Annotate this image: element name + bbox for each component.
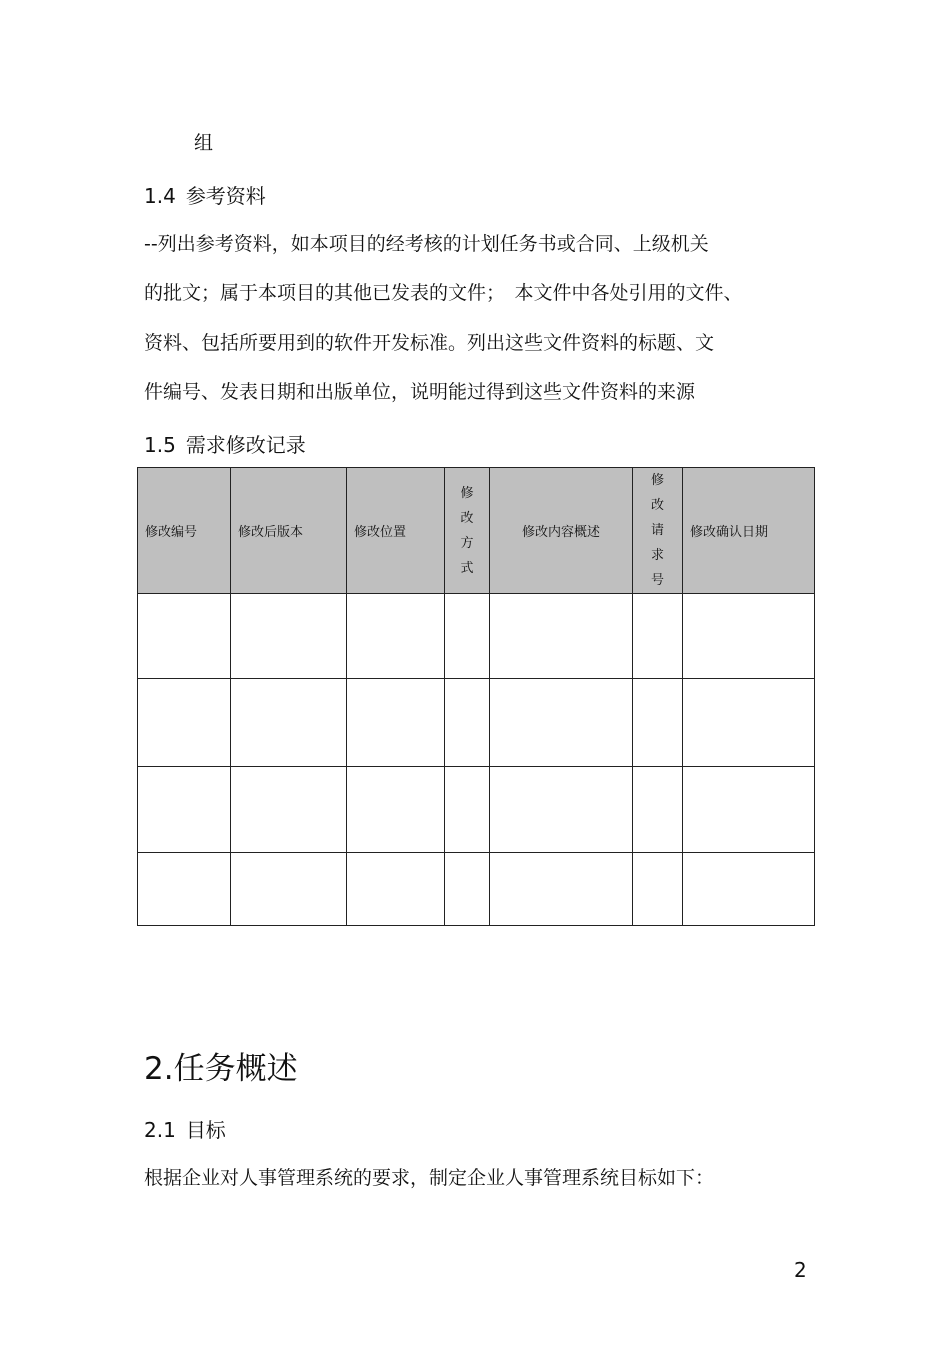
table-cell [347,767,445,853]
table-cell [347,679,445,767]
header-char: 方 [460,535,474,551]
header-char: 改 [650,498,664,513]
table-cell [490,853,633,926]
paragraph-line: 的批文；属于本项目的其他已发表的文件； 本文件中各处引用的文件、 [144,282,743,304]
paragraph-line: --列出参考资料，如本项目的经考核的计划任务书或合同、上级机关 [144,233,709,255]
continuation-text: 组 [194,132,214,154]
table-cell [347,853,445,926]
header-char: 修 [460,485,474,501]
table-cell [490,594,633,679]
col-header-version: 修改后版本 [231,468,347,594]
col-header-summary: 修改内容概述 [490,468,633,594]
section-2-1-heading [144,1114,226,1143]
section-title: 参考资料 [185,184,266,208]
table-cell [231,767,347,853]
table-cell [138,594,231,679]
table-cell [231,853,347,926]
table-row [138,679,815,767]
table-cell [683,853,815,926]
header-char: 请 [650,523,664,538]
header-char: 号 [650,573,664,588]
table-cell [683,679,815,767]
table-cell [231,679,347,767]
section-2-heading: 2.任务概述 [144,1051,298,1087]
header-char: 改 [460,510,474,526]
table-row [138,853,815,926]
header-char: 修 [650,473,664,488]
paragraph-line: 资料、包括所要用到的软件开发标准。列出这些文件资料的标题、文 [144,332,715,354]
col-header-method [445,468,490,594]
table-cell [347,594,445,679]
table-cell [490,767,633,853]
revision-table [137,467,815,926]
table-cell [445,853,490,926]
page-number: 2 [794,1258,807,1282]
header-char: 式 [460,560,474,576]
table-cell [138,679,231,767]
table-cell [445,767,490,853]
table-row [138,594,815,679]
table-row [138,767,815,853]
table-cell [138,767,231,853]
section-1-5-heading [144,429,306,458]
table-cell [633,679,683,767]
table-cell [138,853,231,926]
col-header-request-no [633,468,683,594]
section-title: 需求修改记录 [185,433,306,457]
col-header-position: 修改位置 [347,468,445,594]
table-cell [633,853,683,926]
col-header-change-no: 修改编号 [138,468,231,594]
header-char: 求 [650,548,664,563]
section-title: 目标 [185,1118,226,1142]
table-cell [633,594,683,679]
table-cell [633,767,683,853]
section-1-4-heading [144,180,266,209]
table-cell [683,594,815,679]
section-number: 1.5 [144,433,176,457]
table-header-row [138,468,815,594]
section-number: 1.4 [144,184,176,208]
table-cell [445,679,490,767]
table-cell [231,594,347,679]
col-header-confirm-date: 修改确认日期 [683,468,815,594]
section-number: 2.1 [144,1118,176,1142]
table-cell [445,594,490,679]
section-2-1-paragraph: 根据企业对人事管理系统的要求，制定企业人事管理系统目标如下： [144,1167,715,1189]
table-cell [683,767,815,853]
paragraph-line: 件编号、发表日期和出版单位，说明能过得到这些文件资料的来源 [144,381,696,403]
table-cell [490,679,633,767]
